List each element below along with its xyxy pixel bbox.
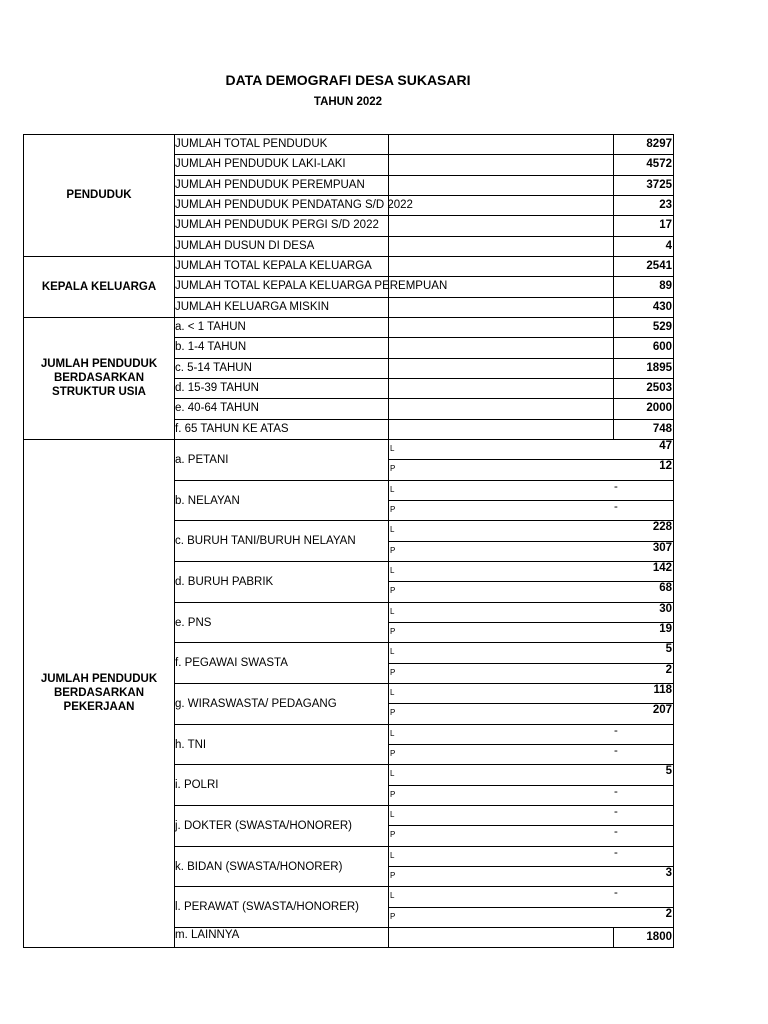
row-label: m. LAINNYA [175,929,240,941]
row-value: 3725 [646,179,672,191]
gender-label-l: L [390,769,395,778]
row-divider [388,866,674,867]
gender-label-p: P [390,830,396,839]
gender-label-l: L [390,444,395,453]
row-divider [388,907,674,908]
row-label: e. 40-64 TAHUN [175,402,259,414]
row-divider [388,500,674,501]
occupation-label: a. PETANI [175,453,229,466]
gender-label-l: L [390,485,395,494]
row-label: b. 1-4 TAHUN [175,341,247,353]
gender-label-p: P [390,749,396,758]
row-label: JUMLAH TOTAL KEPALA KELUARGA [175,260,372,272]
row-label: a. < 1 TAHUN [175,321,246,333]
value-l: - [614,481,618,493]
gender-label-l: L [390,810,395,819]
value-p: 3 [665,867,672,879]
category-pekerjaan: JUMLAH PENDUDUK BERDASARKAN PEKERJAAN [40,673,158,713]
gender-label-p: P [390,668,396,677]
value-l: - [614,887,618,899]
row-divider [174,480,674,481]
value-p: 207 [652,704,672,716]
occupation-label: e. PNS [175,616,212,629]
value-l: 47 [659,440,672,452]
category-penduduk: PENDUDUK [66,189,132,201]
gender-label-l: L [390,647,395,656]
occupation-label: b. NELAYAN [175,494,240,507]
value-p: 307 [652,542,672,554]
row-divider [388,825,674,826]
row-divider [388,744,674,745]
gender-label-p: P [390,464,396,473]
row-value: 1895 [646,362,672,374]
gender-label-l: L [390,525,395,534]
gender-label-l: L [390,688,395,697]
table-left-border [23,134,24,947]
gender-label-p: P [390,546,396,555]
column-divider [613,134,614,439]
gender-label-p: P [390,708,396,717]
row-label: d. 15-39 TAHUN [175,382,259,394]
value-p: 68 [659,582,672,594]
value-l: - [614,847,618,859]
gender-label-p: P [390,586,396,595]
value-l: 5 [665,765,672,777]
row-divider [174,337,674,338]
row-label: JUMLAH TOTAL KEPALA KELUARGA PEREMPUAN [175,280,448,292]
row-divider [174,317,674,318]
row-divider [174,764,674,765]
value-p: 19 [659,623,672,635]
category-usia: JUMLAH PENDUDUK BERDASARKAN STRUKTUR USIA [40,358,158,398]
row-divider [388,541,674,542]
row-value: 4572 [646,158,672,170]
row-value: 748 [652,423,672,435]
row-label: JUMLAH TOTAL PENDUDUK [175,138,328,150]
gender-label-l: L [390,566,395,575]
table-bottom-border [23,947,674,948]
gender-label-l: L [390,851,395,860]
occupation-label: i. POLRI [175,778,219,791]
row-value: 430 [652,301,672,313]
occupation-label: c. BURUH TANI/BURUH NELAYAN [175,534,356,547]
value-l: 228 [652,521,672,533]
gender-label-p: P [390,912,396,921]
gender-label-l: L [390,607,395,616]
row-divider [388,622,674,623]
row-divider [174,439,674,440]
row-value: 8297 [646,138,672,150]
occupation-label: h. TNI [175,738,207,751]
value-p: - [614,501,618,513]
value-p: 12 [659,460,672,472]
occupation-label: f. PEGAWAI SWASTA [175,656,288,669]
row-label: JUMLAH PENDUDUK PERGI S/D 2022 [175,219,379,231]
gender-label-p: P [390,627,396,636]
gender-label-l: L [390,891,395,900]
row-label: JUMLAH PENDUDUK PEREMPUAN [175,179,365,191]
row-divider [388,785,674,786]
occupation-label: j. DOKTER (SWASTA/HONORER) [175,819,352,832]
row-label: JUMLAH DUSUN DI DESA [175,240,315,252]
value-l: 118 [653,684,672,696]
row-divider [388,663,674,664]
row-label: JUMLAH PENDUDUK PENDATANG S/D 2022 [175,199,413,211]
row-label: c. 5-14 TAHUN [175,362,252,374]
row-value: 4 [665,240,672,252]
row-value: 17 [659,219,672,231]
category-kepala-keluarga: KEPALA KELUARGA [41,280,157,293]
row-label: f. 65 TAHUN KE ATAS [175,423,289,435]
row-divider [388,703,674,704]
row-value: 2000 [646,402,672,414]
occupation-label: g. WIRASWASTA/ PEDAGANG [175,697,337,710]
row-divider [388,581,674,582]
occupation-label: l. PERAWAT (SWASTA/HONORER) [175,900,360,913]
value-l: - [614,725,618,737]
value-p: 2 [665,664,672,676]
row-value: 89 [659,280,672,292]
value-l: - [614,806,618,818]
occupation-label: d. BURUH PABRIK [175,575,274,588]
value-l: 5 [665,643,672,655]
row-value: 1800 [646,931,672,943]
row-divider [174,602,674,603]
gender-label-p: P [390,790,396,799]
row-divider [174,927,674,928]
value-p: - [614,786,618,798]
value-p: 2 [665,908,672,920]
row-value: 600 [652,341,672,353]
row-value: 2541 [646,260,672,272]
value-l: 142 [652,562,672,574]
row-label: JUMLAH PENDUDUK LAKI-LAKI [175,158,346,170]
gender-label-p: P [390,871,396,880]
column-divider [613,927,614,947]
page-title: DATA DEMOGRAFI DESA SUKASARI [225,72,471,88]
row-value: 529 [652,321,672,333]
value-p: - [614,826,618,838]
value-l: 30 [659,603,672,615]
value-p: - [614,745,618,757]
row-value: 23 [659,199,672,211]
page-subtitle: TAHUN 2022 [313,96,383,108]
row-value: 2503 [646,382,672,394]
gender-label-l: L [390,729,395,738]
row-divider [388,459,674,460]
row-divider [174,724,674,725]
occupation-label: k. BIDAN (SWASTA/HONORER) [175,860,343,873]
gender-label-p: P [390,505,396,514]
category-divider [23,134,674,135]
row-label: JUMLAH KELUARGA MISKIN [175,301,330,313]
